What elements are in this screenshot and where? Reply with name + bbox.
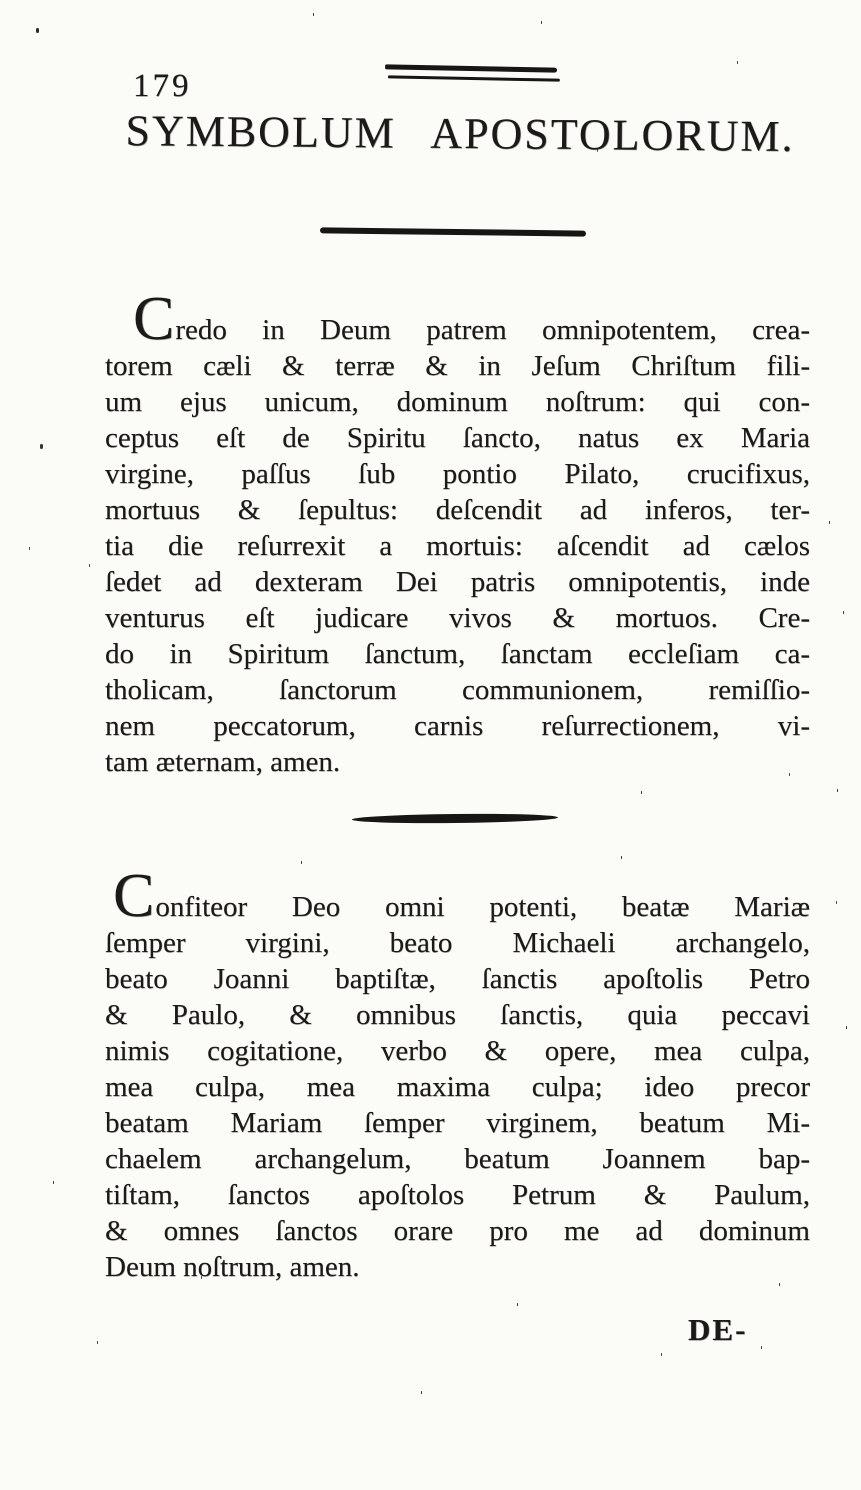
text-line: venturus eſt judicare vivos & mortuos. Cre-	[105, 602, 810, 634]
text-line: ceptus eſt de Spiritu ſancto, natus ex Maria	[105, 422, 810, 454]
text-line: mea culpa, mea maxima culpa; ideo precor	[105, 1071, 810, 1103]
text-line-content: redo in Deum patrem omnipotentem, crea-	[175, 314, 810, 346]
text-line: beato Joanni baptiſtæ, ſanctis apoſtolis Petro	[105, 963, 810, 995]
credo-paragraph	[105, 285, 810, 780]
text-line: ſedet ad dexteram Dei patris omnipotentis, inde	[105, 566, 810, 598]
text-line: virgine, paſſus ſub pontio Pilato, crucifixus,	[105, 458, 810, 490]
drop-cap-initial: C	[133, 285, 176, 353]
rule-line-thin	[388, 75, 560, 81]
catchword: DE-	[688, 1312, 748, 1347]
drop-cap-initial: C	[113, 862, 156, 930]
text-line: torem cæli & terræ & in Jeſum Chriſtum fili-	[105, 350, 810, 382]
text-line: & omnes ſanctos orare pro me ad dominum	[105, 1215, 810, 1247]
rule-line-thick	[385, 64, 557, 72]
title-rule-ornament	[320, 227, 586, 236]
text-line: tia die reſurrexit a mortuis: aſcendit ad cælos	[105, 530, 810, 562]
double-rule-ornament	[385, 64, 557, 81]
scan-noise-specks	[36, 28, 39, 33]
page-number: 179	[133, 68, 192, 104]
text-line-content: onfiteor Deo omni potenti, beatæ Mariæ	[155, 891, 810, 923]
text-line: & Paulo, & omnibus ſanctis, quia peccavi	[105, 999, 810, 1031]
text-line: um ejus unicum, dominum noſtrum: qui con-	[105, 386, 810, 418]
text-line: chaelem archangelum, beatum Joannem bap-	[105, 1143, 810, 1175]
text-line: tholicam, ſanctorum communionem, remiſſio-	[105, 674, 810, 706]
text-line: do in Spiritum ſanctum, ſanctam eccleſiam ca-	[105, 638, 810, 670]
text-line	[105, 862, 810, 930]
text-line: tam æternam, amen.	[105, 746, 341, 778]
section-swelled-rule	[352, 813, 558, 824]
text-line: nimis cogitatione, verbo & opere, mea culpa,	[105, 1035, 810, 1067]
text-line	[105, 285, 810, 353]
text-line: nem peccatorum, carnis reſurrectionem, vi-	[105, 710, 810, 742]
confiteor-paragraph	[105, 862, 810, 1285]
text-line: ſemper virgini, beato Michaeli archangelo,	[105, 927, 810, 959]
text-line: Deum noſtrum, amen.	[105, 1251, 360, 1283]
page-title: SYMBOLUM APOSTOLORUM.	[125, 106, 795, 161]
text-line: mortuus & ſepultus: deſcendit ad inferos, ter-	[105, 494, 810, 526]
text-line: beatam Mariam ſemper virginem, beatum Mi-	[105, 1107, 810, 1139]
text-line: tiſtam, ſanctos apoſtolos Petrum & Paulum,	[105, 1179, 810, 1211]
